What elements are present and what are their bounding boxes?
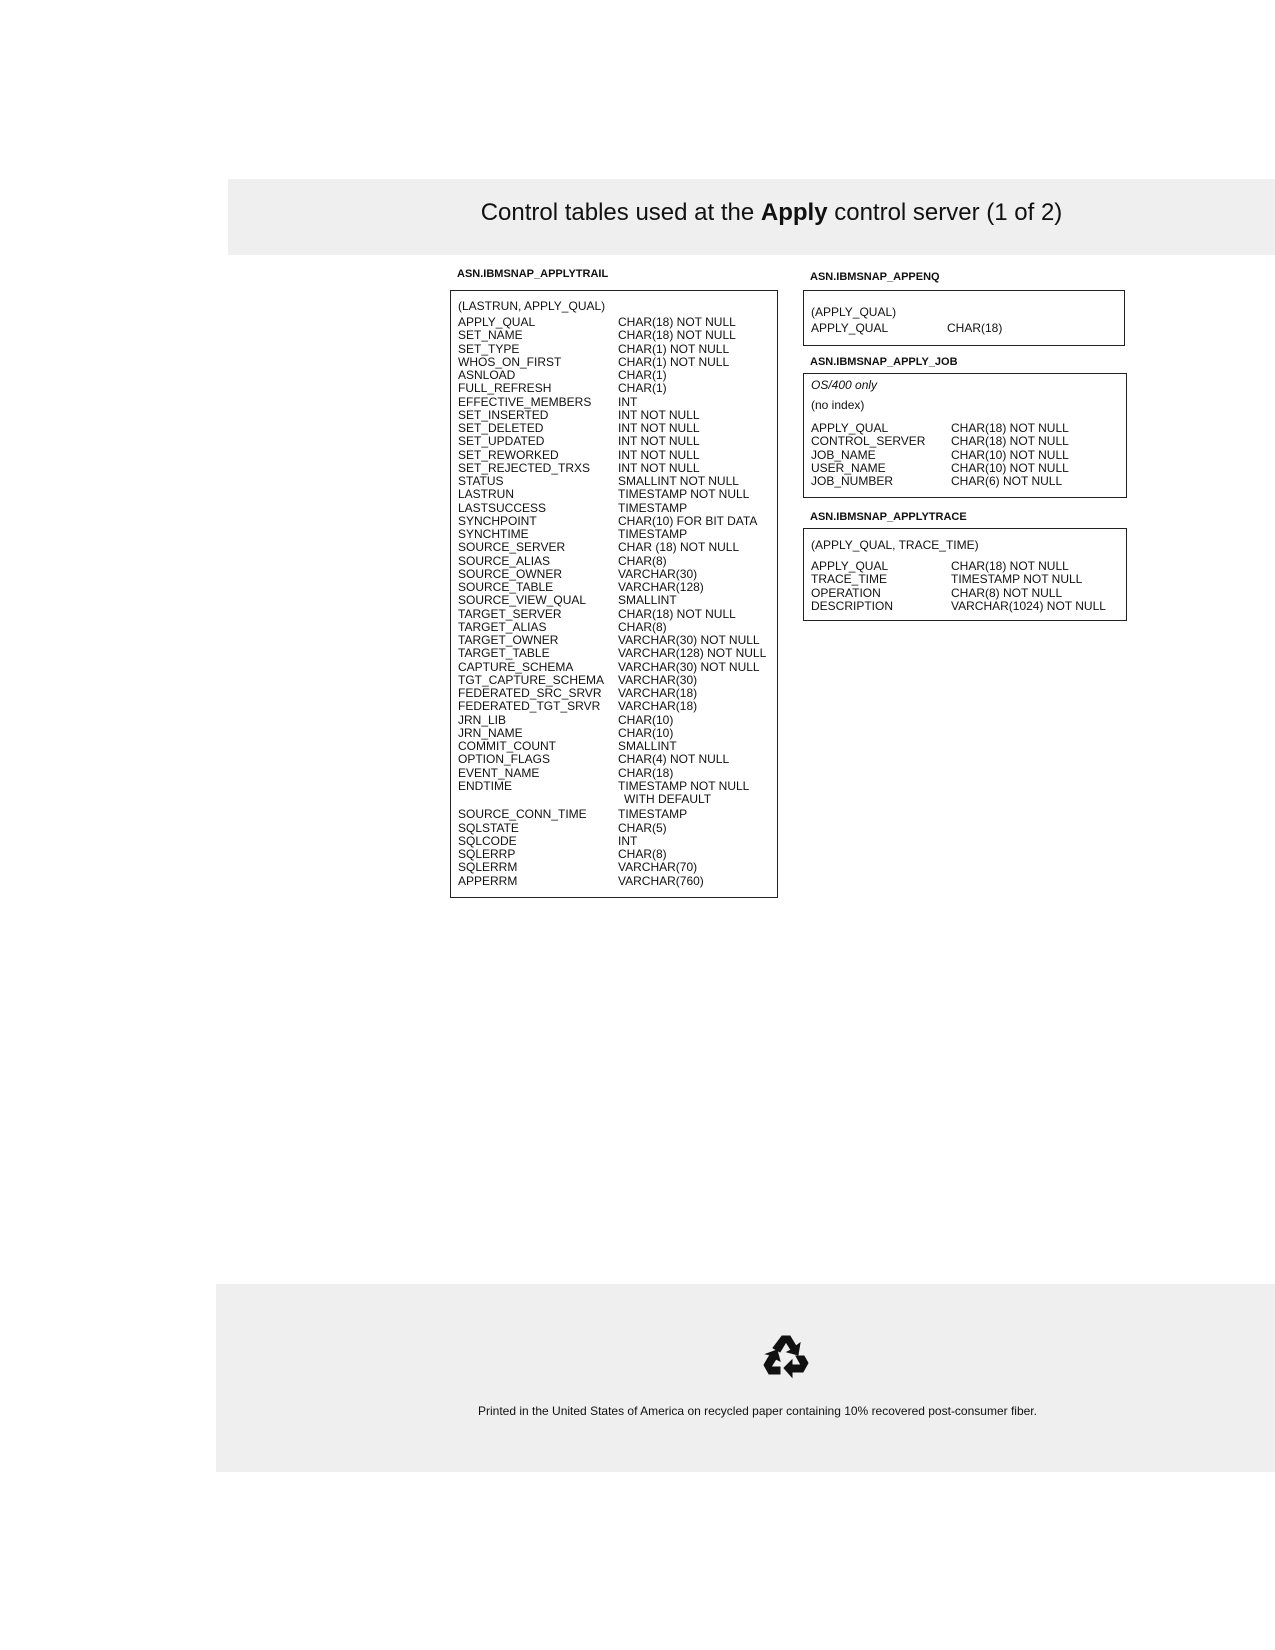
table-row bbox=[458, 674, 773, 687]
column-name: FEDERATED_SRC_SRVR bbox=[458, 686, 602, 700]
column-type: CHAR(10) bbox=[618, 712, 674, 727]
column-name: STATUS bbox=[458, 474, 504, 488]
table-row bbox=[458, 848, 773, 861]
appenq-table-box bbox=[803, 290, 1125, 346]
table-row bbox=[458, 822, 773, 835]
column-name: SQLSTATE bbox=[458, 820, 519, 835]
column-type: VARCHAR(30) bbox=[618, 672, 698, 687]
title-bold: Apply bbox=[760, 199, 828, 226]
table-row bbox=[458, 502, 773, 515]
table-row bbox=[458, 555, 773, 568]
column-name: JOB_NAME bbox=[811, 447, 876, 462]
column-type: TIMESTAMP bbox=[618, 527, 688, 541]
table-row bbox=[458, 727, 773, 740]
column-name: EFFECTIVE_MEMBERS bbox=[458, 394, 592, 409]
applytrace-table-name: ASN.IBMSNAP_APPLYTRACE bbox=[810, 511, 967, 523]
table-row bbox=[458, 568, 773, 581]
table-row bbox=[811, 449, 1122, 462]
column-name: EVENT_NAME bbox=[458, 765, 540, 780]
table-row bbox=[458, 740, 773, 753]
table-row bbox=[458, 316, 773, 329]
column-name: SYNCHTIME bbox=[458, 527, 529, 541]
column-type: CHAR(5) bbox=[618, 820, 667, 835]
column-type: INT NOT NULL bbox=[618, 421, 700, 435]
column-type: SMALLINT bbox=[618, 593, 677, 608]
appenq-table-name: ASN.IBMSNAP_APPENQ bbox=[810, 271, 940, 283]
applyjob-table-box bbox=[803, 373, 1127, 498]
table-row bbox=[811, 560, 1122, 573]
column-type: VARCHAR(128) NOT NULL bbox=[618, 646, 767, 661]
column-type: CHAR(1) NOT NULL bbox=[618, 354, 730, 369]
appenq-index: (APPLY_QUAL) bbox=[811, 305, 897, 319]
table-row bbox=[458, 462, 773, 475]
table-row bbox=[458, 608, 773, 621]
column-name: WHOS_ON_FIRST bbox=[458, 354, 562, 369]
column-type: CHAR(18) NOT NULL bbox=[618, 606, 736, 621]
column-type: TIMESTAMP bbox=[618, 807, 688, 822]
table-row bbox=[458, 475, 773, 488]
column-type: INT NOT NULL bbox=[618, 447, 700, 462]
column-type: CHAR(18) NOT NULL bbox=[618, 315, 736, 329]
column-type: CHAR(1) bbox=[618, 368, 667, 382]
table-row bbox=[811, 475, 1122, 488]
title-prefix: Control tables used at the bbox=[480, 199, 761, 226]
column-name: OPTION_FLAGS bbox=[458, 752, 551, 767]
column-name: APPERRM bbox=[458, 873, 518, 888]
column-type: INT NOT NULL bbox=[618, 460, 700, 475]
footer-text: Printed in the United States of America on recycled paper containing 10% recovered post-consumer fiber. bbox=[478, 1404, 1037, 1418]
column-type: CHAR(18) NOT NULL bbox=[951, 434, 1069, 449]
table-row bbox=[458, 515, 773, 528]
column-name: JOB_NUMBER bbox=[811, 474, 894, 488]
table-row bbox=[458, 369, 773, 382]
column-type: INT NOT NULL bbox=[618, 434, 700, 449]
column-type: TIMESTAMP NOT NULL bbox=[618, 487, 750, 502]
column-name: APPLY_QUAL bbox=[458, 315, 536, 329]
table-row bbox=[458, 343, 773, 356]
column-type: SMALLINT NOT NULL bbox=[618, 474, 739, 488]
table-row bbox=[458, 767, 773, 780]
footer-band bbox=[216, 1284, 1275, 1472]
table-row bbox=[458, 356, 773, 369]
column-type: CHAR(8) bbox=[618, 619, 667, 634]
column-type: CHAR(18) NOT NULL bbox=[951, 421, 1069, 435]
recycle-icon bbox=[760, 1330, 812, 1382]
table-row bbox=[458, 621, 773, 634]
column-type: CHAR(8) bbox=[618, 847, 667, 861]
applyjob-note: OS/400 only bbox=[811, 378, 878, 392]
column-type: CHAR(18) bbox=[947, 321, 1003, 335]
column-type: CHAR(1) bbox=[618, 381, 667, 396]
table-row bbox=[811, 462, 1122, 475]
column-type: CHAR(10) bbox=[618, 725, 674, 740]
column-name: SOURCE_ALIAS bbox=[458, 553, 551, 568]
column-name: SET_REWORKED bbox=[458, 447, 559, 462]
table-row bbox=[458, 835, 773, 848]
table-row bbox=[811, 322, 1120, 335]
column-name: APPLY_QUAL bbox=[811, 321, 889, 335]
column-type: CHAR(18) bbox=[618, 765, 674, 780]
table-row bbox=[811, 600, 1122, 613]
column-name: SOURCE_CONN_TIME bbox=[458, 807, 587, 822]
table-row bbox=[458, 528, 773, 541]
table-row bbox=[458, 488, 773, 501]
column-name: FEDERATED_TGT_SRVR bbox=[458, 699, 601, 714]
column-type: TIMESTAMP NOT NULL bbox=[951, 572, 1083, 587]
column-type: INT bbox=[618, 833, 638, 848]
column-type: VARCHAR(30) NOT NULL bbox=[618, 659, 760, 674]
column-name: SQLCODE bbox=[458, 833, 517, 848]
table-row bbox=[458, 435, 773, 448]
column-name: TARGET_ALIAS bbox=[458, 619, 547, 634]
table-row bbox=[458, 422, 773, 435]
table-row bbox=[458, 382, 773, 395]
column-type: TIMESTAMP NOT NULL bbox=[618, 778, 750, 793]
column-name: APPLY_QUAL bbox=[811, 421, 889, 435]
column-type: VARCHAR(70) bbox=[618, 860, 698, 875]
column-type: VARCHAR(18) bbox=[618, 699, 698, 714]
column-type: VARCHAR(1024) NOT NULL bbox=[951, 598, 1106, 613]
column-type: CHAR(18) NOT NULL bbox=[618, 328, 736, 343]
column-type: VARCHAR(30) NOT NULL bbox=[618, 633, 760, 647]
table-row bbox=[458, 647, 773, 660]
column-name: SOURCE_VIEW_QUAL bbox=[458, 593, 587, 608]
column-type: TIMESTAMP bbox=[618, 500, 688, 515]
table-row bbox=[458, 875, 773, 888]
column-name: JRN_LIB bbox=[458, 712, 507, 727]
column-type: CHAR(10) NOT NULL bbox=[951, 460, 1069, 475]
applyjob-table-name: ASN.IBMSNAP_APPLY_JOB bbox=[810, 356, 958, 368]
table-row bbox=[458, 753, 773, 766]
column-type: INT NOT NULL bbox=[618, 407, 700, 422]
column-type: VARCHAR(128) bbox=[618, 580, 704, 594]
table-row bbox=[458, 714, 773, 727]
column-name: SOURCE_OWNER bbox=[458, 566, 563, 581]
column-type: VARCHAR(18) bbox=[618, 686, 698, 700]
column-name: TARGET_TABLE bbox=[458, 646, 550, 661]
applytrail-table-name: ASN.IBMSNAP_APPLYTRAIL bbox=[457, 268, 609, 280]
column-name: SOURCE_SERVER bbox=[458, 540, 566, 555]
column-name: CAPTURE_SCHEMA bbox=[458, 659, 574, 674]
column-name: APPLY_QUAL bbox=[811, 559, 889, 573]
applytrail-table-box bbox=[450, 290, 778, 898]
column-name: TGT_CAPTURE_SCHEMA bbox=[458, 672, 605, 687]
applytrail-index: (LASTRUN, APPLY_QUAL) bbox=[458, 299, 606, 313]
table-row bbox=[458, 861, 773, 874]
column-type: CHAR(6) NOT NULL bbox=[951, 474, 1063, 488]
column-type: CHAR(8) bbox=[618, 553, 667, 568]
column-name: TRACE_TIME bbox=[811, 572, 888, 587]
table-row bbox=[458, 409, 773, 422]
column-name: SQLERRM bbox=[458, 860, 518, 875]
column-name: SOURCE_TABLE bbox=[458, 580, 554, 594]
table-row bbox=[458, 329, 773, 342]
table-row bbox=[458, 396, 773, 409]
column-name: TARGET_OWNER bbox=[458, 633, 559, 647]
column-name: ASNLOAD bbox=[458, 368, 516, 382]
column-name: SET_NAME bbox=[458, 328, 523, 343]
column-name: CONTROL_SERVER bbox=[811, 434, 926, 449]
column-type: VARCHAR(30) bbox=[618, 566, 698, 581]
column-type: CHAR(1) NOT NULL bbox=[618, 341, 730, 356]
column-type: VARCHAR(760) bbox=[618, 873, 704, 888]
column-name: LASTRUN bbox=[458, 487, 515, 502]
table-row bbox=[458, 581, 773, 594]
table-row bbox=[811, 435, 1122, 448]
column-name: USER_NAME bbox=[811, 460, 886, 475]
endtime-continuation: WITH DEFAULT bbox=[624, 792, 712, 806]
column-type: CHAR(18) NOT NULL bbox=[951, 559, 1069, 573]
column-name: COMMIT_COUNT bbox=[458, 739, 556, 753]
page-title bbox=[228, 199, 1275, 227]
column-name: SET_TYPE bbox=[458, 341, 520, 356]
table-row bbox=[458, 687, 773, 700]
table-row bbox=[458, 700, 773, 713]
column-type: CHAR(10) FOR BIT DATA bbox=[618, 513, 758, 528]
column-type: CHAR(4) NOT NULL bbox=[618, 752, 730, 767]
column-name: TARGET_SERVER bbox=[458, 606, 562, 621]
column-name: ENDTIME bbox=[458, 778, 512, 793]
table-row bbox=[458, 449, 773, 462]
column-type: SMALLINT bbox=[618, 739, 677, 753]
title-suffix: control server (1 of 2) bbox=[827, 199, 1063, 226]
table-row bbox=[458, 594, 773, 607]
applyjob-index: (no index) bbox=[811, 398, 865, 412]
column-name: OPERATION bbox=[811, 585, 881, 600]
column-type: CHAR(8) NOT NULL bbox=[951, 585, 1063, 600]
column-name: DESCRIPTION bbox=[811, 598, 894, 613]
table-row bbox=[811, 573, 1122, 586]
applytrace-table-box bbox=[803, 528, 1127, 621]
column-type: CHAR(10) NOT NULL bbox=[951, 447, 1069, 462]
column-type: INT bbox=[618, 394, 638, 409]
column-name: SQLERRP bbox=[458, 847, 516, 861]
column-name: LASTSUCCESS bbox=[458, 500, 547, 515]
column-name: JRN_NAME bbox=[458, 725, 523, 740]
table-row bbox=[811, 422, 1122, 435]
header-band bbox=[228, 179, 1275, 255]
column-name: SET_DELETED bbox=[458, 421, 544, 435]
column-name: SET_UPDATED bbox=[458, 434, 545, 449]
column-name: SYNCHPOINT bbox=[458, 513, 537, 528]
column-name: SET_REJECTED_TRXS bbox=[458, 460, 591, 475]
table-row bbox=[458, 661, 773, 674]
table-row bbox=[458, 634, 773, 647]
column-type: CHAR (18) NOT NULL bbox=[618, 540, 740, 555]
table-row bbox=[458, 541, 773, 554]
applytrace-index: (APPLY_QUAL, TRACE_TIME) bbox=[811, 538, 979, 552]
table-row bbox=[458, 780, 773, 793]
table-row bbox=[458, 808, 773, 821]
column-name: SET_INSERTED bbox=[458, 407, 549, 422]
table-row bbox=[811, 587, 1122, 600]
column-name: FULL_REFRESH bbox=[458, 381, 552, 396]
